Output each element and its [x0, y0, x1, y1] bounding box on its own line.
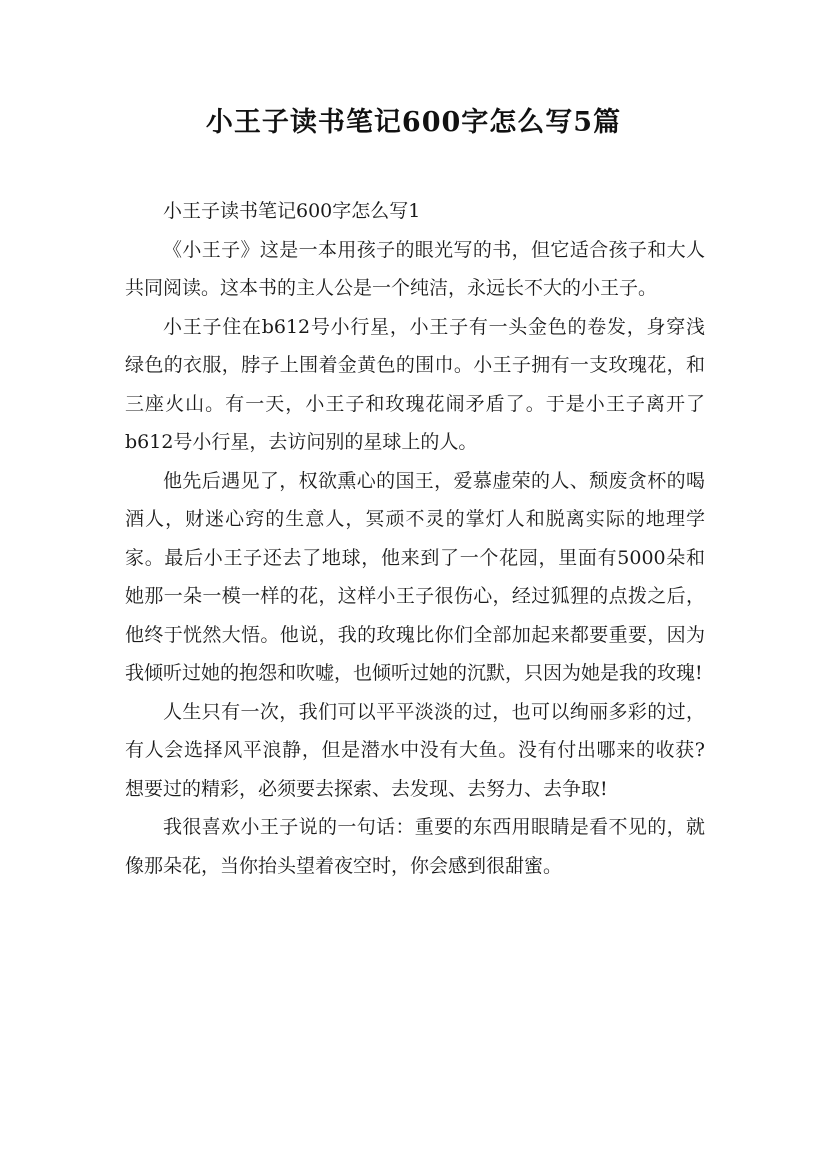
document-body [125, 192, 705, 885]
section-heading: 小王子读书笔记600字怎么写1 [163, 200, 421, 222]
paragraph-1: 《小王子》这是一本用孩子的眼光写的书，但它适合孩子和大人共同阅读。这本书的主人公是一个纯洁，永远长不大的小王子。 [125, 238, 705, 299]
paragraph-4: 人生只有一次，我们可以平平淡淡的过，也可以绚丽多彩的过，有人会选择风平浪静，但是潜水中没有大鱼。没有付出哪来的收获?想要过的精彩，必须要去探索、去发现、去努力、去争取! [125, 700, 705, 800]
paragraph-3: 他先后遇见了，权欲熏心的国王，爱慕虚荣的人、颓废贪杯的喝酒人，财迷心窍的生意人，冥顽不灵的掌灯人和脱离实际的地理学家。最后小王子还去了地球，他来到了一个花园，里面有5000朵和她那一朵一模一样的花，这样小王子很伤心，经过狐狸的点拨之后，他终于恍然大悟。他说，我的玫瑰比你们全部加起来都要重要，因为我倾听过她的抱怨和吹嘘，也倾听过她的沉默，只因为她是我的玫瑰! [125, 469, 705, 684]
document-title: 小王子读书笔记600字怎么写5篇 [205, 107, 622, 138]
paragraph-2: 小王子住在b612号小行星，小王子有一头金色的卷发，身穿浅绿色的衣服，脖子上围着金黄色的围巾。小王子拥有一支玫瑰花，和三座火山。有一天，小王子和玫瑰花闹矛盾了。于是小王子离开了b612号小行星，去访问别的星球上的人。 [125, 315, 705, 453]
paragraph-5: 我很喜欢小王子说的一句话：重要的东西用眼睛是看不见的，就像那朵花，当你抬头望着夜空时，你会感到很甜蜜。 [125, 816, 705, 877]
